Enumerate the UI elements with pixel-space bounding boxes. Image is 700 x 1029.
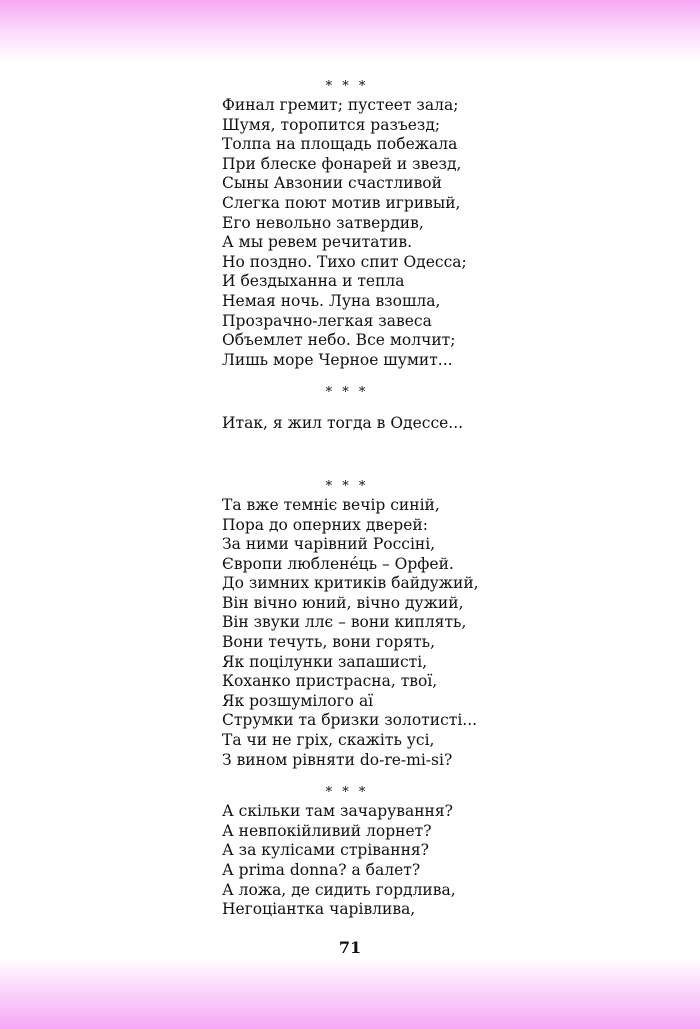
- bottom-decorative-band: [0, 957, 700, 1029]
- poem-line: А скільки там зачарування?: [222, 802, 453, 821]
- poem-line: Як розшумілого аї: [222, 691, 374, 710]
- poem-line: Объемлет небо. Все молчит;: [222, 331, 456, 350]
- poem-line: Коханко пристрасна, твої,: [222, 672, 438, 691]
- section-marker: * * *: [325, 478, 369, 494]
- poem-line: За ними чарівний Россіні,: [222, 535, 436, 554]
- poem-line: А за кулісами стрівання?: [222, 841, 429, 860]
- poem-line: Та вже темніє вечір синій,: [222, 495, 440, 514]
- stanza-1: [222, 96, 642, 370]
- poem-line: До зимних критиків байдужий,: [222, 574, 479, 593]
- stanza-2: [222, 414, 642, 434]
- poem-line: Лишь море Черное шумит...: [222, 350, 453, 369]
- poem-line: З вином рівняти do-re-mi-si?: [222, 750, 453, 769]
- poem-line: Негоціантка чарівлива,: [222, 900, 416, 919]
- poem-line: Пора до оперних дверей:: [222, 515, 428, 534]
- section-marker: * * *: [325, 785, 369, 801]
- stanza-3: [222, 496, 642, 770]
- poem-line: Толпа на площадь побежала: [222, 135, 458, 154]
- poem-line: Він звуки ллє – вони киплять,: [222, 613, 467, 632]
- poem-line: Но поздно. Тихо спит Одесса;: [222, 252, 467, 271]
- poem-line: При блеске фонарей и звезд,: [222, 154, 462, 173]
- poem-line: Его невольно затвердив,: [222, 213, 424, 232]
- poem-line: Прозрачно-легкая завеса: [222, 311, 432, 330]
- poem-line: А мы ревем речитатив.: [222, 233, 413, 252]
- poem-line: Шумя, торопится разъезд;: [222, 115, 441, 134]
- poem-line: А ложа, де сидить гордлива,: [222, 880, 456, 899]
- poem-line: А невпокійливий лорнет?: [222, 821, 432, 840]
- poem-line: Финал гремит; пустеет зала;: [222, 96, 459, 114]
- top-decorative-band: [0, 0, 700, 62]
- poem-line: Слегка поют мотив игривый,: [222, 193, 461, 212]
- poem-line: Та чи не гріх, скажіть усі,: [222, 731, 435, 750]
- poem-line: Струмки та бризки золотисті...: [222, 711, 478, 730]
- poem-line: Європи люблене́ць – Орфей.: [222, 554, 454, 573]
- poem-line: А prima donna? а балет?: [222, 861, 421, 879]
- poem-line: Немая ночь. Луна взошла,: [222, 291, 441, 310]
- poem-line: Він вічно юний, вічно дужий,: [222, 593, 464, 612]
- poem-line: Як поцілунки запашисті,: [222, 652, 428, 671]
- stanza-4: [222, 802, 642, 920]
- poem-line: И бездыханна и тепла: [222, 272, 405, 291]
- poem-page: [222, 78, 642, 920]
- poem-line: Итак, я жил тогда в Одессе...: [222, 414, 464, 433]
- poem-line: Вони течуть, вони горять,: [222, 633, 436, 652]
- section-marker: * * *: [325, 79, 369, 94]
- poem-line: Сыны Авзонии счастливой: [222, 174, 442, 193]
- section-marker: * * *: [325, 385, 369, 401]
- page-number: 71: [338, 938, 362, 957]
